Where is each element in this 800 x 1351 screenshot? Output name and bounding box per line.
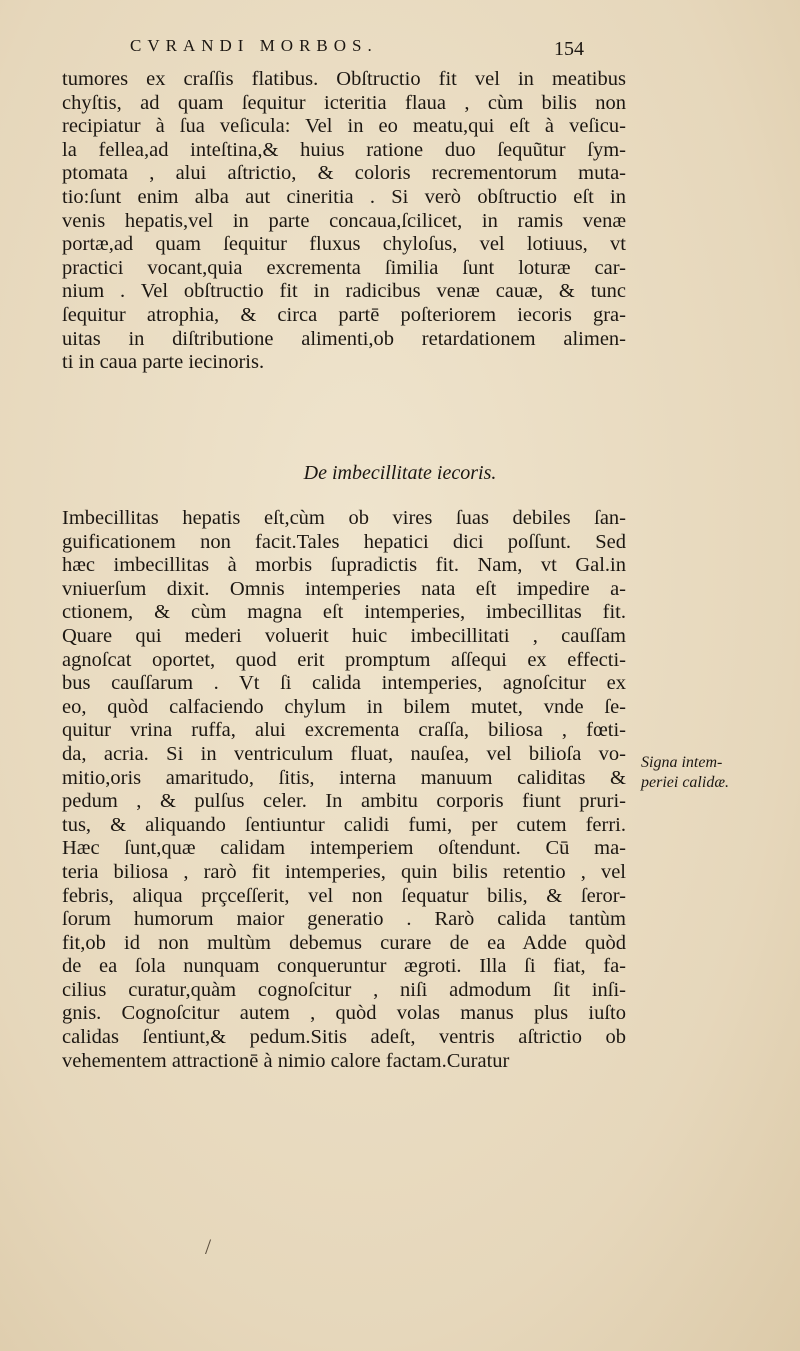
stray-mark: / — [205, 1234, 212, 1259]
section-heading: De imbecillitate iecoris. — [303, 462, 497, 484]
paragraph-obstructio — [62, 68, 626, 375]
text-line: vehementem attractionē à nimio calore factam.Curatur — [62, 1049, 510, 1072]
text-line: teria biliosa , rarò fit intemperies, quin bilis retentio , vel — [62, 860, 626, 883]
text-line: hæc imbecillitas à morbis ſupradictis fit. Nam, vt Gal.in — [62, 554, 626, 577]
text-line: vniuerſum dixit. Omnis intemperies nata eſt impedire a- — [62, 577, 626, 600]
text-line: agnoſcat oportet, quod erit promptum aſſequi ex effecti- — [62, 648, 626, 671]
text-line: calidas ſentiunt,& pedum.Sitis adeſt, ventris aſtrictio ob — [62, 1026, 626, 1049]
text-line: ptomata , alui aſtrictio, & coloris recrementorum muta- — [62, 162, 626, 185]
text-line: ſorum humorum maior generatio . Rarò calida tantùm — [62, 908, 626, 931]
text-line: ti in caua parte iecinoris. — [62, 351, 265, 374]
text-line: Quare qui mederi voluerit huic imbecillitati , cauſſam — [62, 624, 626, 647]
text-line: guificationem non facit.Tales hepatici dici poſſunt. Sed — [62, 530, 626, 553]
text-line: bus cauſſarum . Vt ſi calida intemperies, agnoſcitur ex — [62, 672, 626, 695]
text-line: da, acria. Si in ventriculum fluat, nauſea, vel bilioſa vo- — [62, 742, 626, 765]
text-line: febris, aliqua prçceſſerit, vel non ſequatur bilis, & ſeror- — [62, 884, 626, 907]
text-line: de ea ſola nunquam conqueruntur ægroti. Illa ſi fiat, fa- — [62, 955, 626, 978]
text-line: fit,ob id non multùm debemus curare de ea Adde quòd — [62, 931, 626, 954]
running-head: CVRANDI MORBOS. — [130, 36, 378, 55]
text-line: recipiatur à ſua veſicula: Vel in eo meatu,qui eſt à veſicu- — [62, 115, 626, 138]
text-line: cilius curatur,quàm cognoſcitur , niſi admodum ſit inſi- — [62, 978, 626, 1001]
text-line: uitas in diſtributione alimenti,ob retardationem alimen- — [62, 327, 626, 350]
margin-note — [641, 753, 781, 793]
text-line: tus, & aliquando ſentiuntur calidi fumi, per cutem ferri. — [62, 813, 626, 836]
text-line: ctionem, & cùm magna eſt intemperies, imbecillitas fit. — [62, 601, 626, 624]
text-line: portæ,ad quam ſequitur fluxus chyloſus, vel lotiuus, vt — [62, 233, 626, 256]
text-line: la fellea,ad inteſtina,& huius ratione duo ſequũtur ſym- — [62, 138, 626, 161]
text-line: tio:ſunt enim alba aut cineritia . Si verò obſtructio eſt in — [62, 185, 626, 208]
text-line: eo, quòd calfaciendo chylum in bilem mutet, vnde ſe- — [62, 695, 626, 718]
text-line: venis hepatis,vel in parte concaua,ſcilicet, in ramis venæ — [62, 209, 626, 232]
text-line: chyſtis, ad quam ſequitur icteritia flaua , cùm bilis non — [62, 91, 626, 114]
text-line: Hæc ſunt,quæ calidam intemperiem oſtendunt. Cū ma- — [62, 837, 626, 860]
text-line: pedum , & pulſus celer. In ambitu corporis fiunt pruri- — [62, 790, 626, 813]
page-number: 154 — [554, 38, 584, 60]
paragraph-imbecillitas — [62, 507, 626, 1073]
margin-note-line: Signa intem- — [641, 754, 723, 771]
text-line: Imbecillitas hepatis eſt,cùm ob vires ſuas debiles ſan- — [62, 507, 626, 529]
text-line: ſequitur atrophia, & circa partē poſteriorem iecoris gra- — [62, 303, 626, 326]
text-line: quitur vrina ruffa, alui excrementa craſſa, biliosa , fœti- — [62, 719, 626, 742]
text-line: nium . Vel obſtructio fit in radicibus venæ cauæ, & tunc — [62, 280, 626, 303]
text-line: tumores ex craſſis flatibus. Obſtructio fit vel in meatibus — [62, 68, 626, 90]
text-line: practici vocant,quia excrementa ſimilia ſunt loturæ car- — [62, 256, 626, 279]
text-line: mitio,oris amaritudo, ſitis, interna manuum caliditas & — [62, 766, 626, 789]
text-line: gnis. Cognoſcitur autem , quòd volas manus plus iuſto — [62, 1002, 626, 1025]
margin-note-line: periei calidæ. — [641, 774, 729, 791]
